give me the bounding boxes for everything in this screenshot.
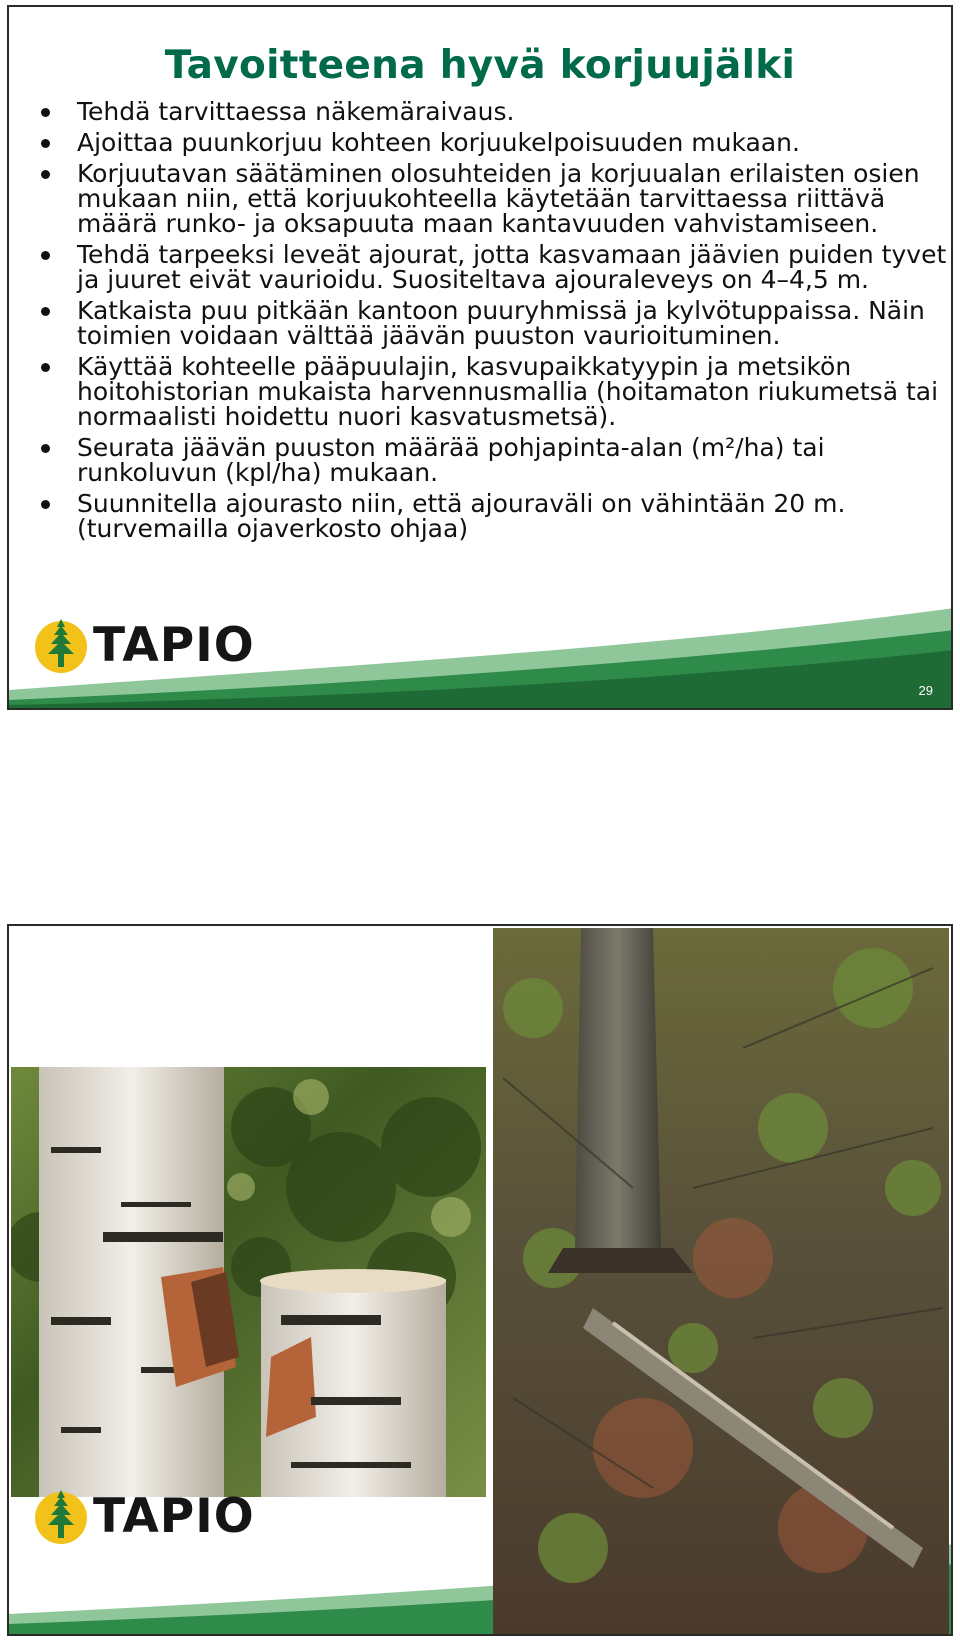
bullet-item: Suunnitella ajourasto niin, että ajouraväli on vähintään 20 m. (turvemailla ojaverkosto ohjaa)	[77, 491, 947, 541]
bullet-item: Ajoittaa puunkorjuu kohteen korjuukelpoisuuden mukaan.	[77, 130, 947, 155]
bullet-dot-icon	[41, 139, 50, 148]
tapio-wordmark: TAPIO	[93, 617, 255, 673]
bullet-dot-icon	[41, 108, 50, 117]
bullet-dot-icon	[41, 444, 50, 453]
bullet-dot-icon	[41, 307, 50, 316]
bullet-item: Seurata jäävän puuston määrää pohjapinta-alan (m²/ha) tai runkoluvun (kpl/ha) mukaan.	[77, 435, 947, 485]
tapio-spruce-icon	[31, 1486, 91, 1546]
tapio-logo	[31, 1486, 255, 1546]
bullet-dot-icon	[41, 251, 50, 260]
bullet-item: Tehdä tarvittaessa näkemäraivaus.	[77, 99, 947, 124]
slide-title: Tavoitteena hyvä korjuujälki	[164, 43, 796, 88]
page-number: 29	[918, 683, 933, 698]
birch-stump-photo	[11, 1067, 486, 1497]
bullet-item: Tehdä tarpeeksi leveät ajourat, jotta kasvamaan jäävien puiden tyvet ja juuret eivät vaurioidu. Suositeltava ajouraleveys on 4–4,5 m.	[77, 242, 947, 292]
photo-slide	[7, 924, 953, 1636]
tapio-wordmark: TAPIO	[93, 1488, 255, 1544]
bullet-item: Katkaista puu pitkään kantoon puuryhmissä ja kylvötuppaissa. Näin toimien voidaan välttää jäävän puuston vaurioituminen.	[77, 298, 947, 348]
bullet-dot-icon	[41, 170, 50, 179]
tapio-spruce-icon	[31, 615, 91, 675]
tapio-logo	[31, 615, 255, 675]
forest-floor-photo	[493, 928, 949, 1634]
bullet-item: Käyttää kohteelle pääpuulajin, kasvupaikkatyypin ja metsikön hoitohistorian mukaista harvennusmallia (hoitamaton riukumetsä tai normaalisti hoidettu nuori kasvatusmetsä).	[77, 354, 947, 429]
bullet-dot-icon	[41, 500, 50, 509]
slide-29	[7, 5, 953, 710]
bullet-item: Korjuutavan säätäminen olosuhteiden ja korjuualan erilaisten osien mukaan niin, että korjuukohteella käytetään tarvittaessa riittävä määrä runko- ja oksapuuta maan kantavuuden vahvistamiseen.	[77, 161, 947, 236]
bullet-dot-icon	[41, 363, 50, 372]
bullet-list	[77, 99, 947, 547]
